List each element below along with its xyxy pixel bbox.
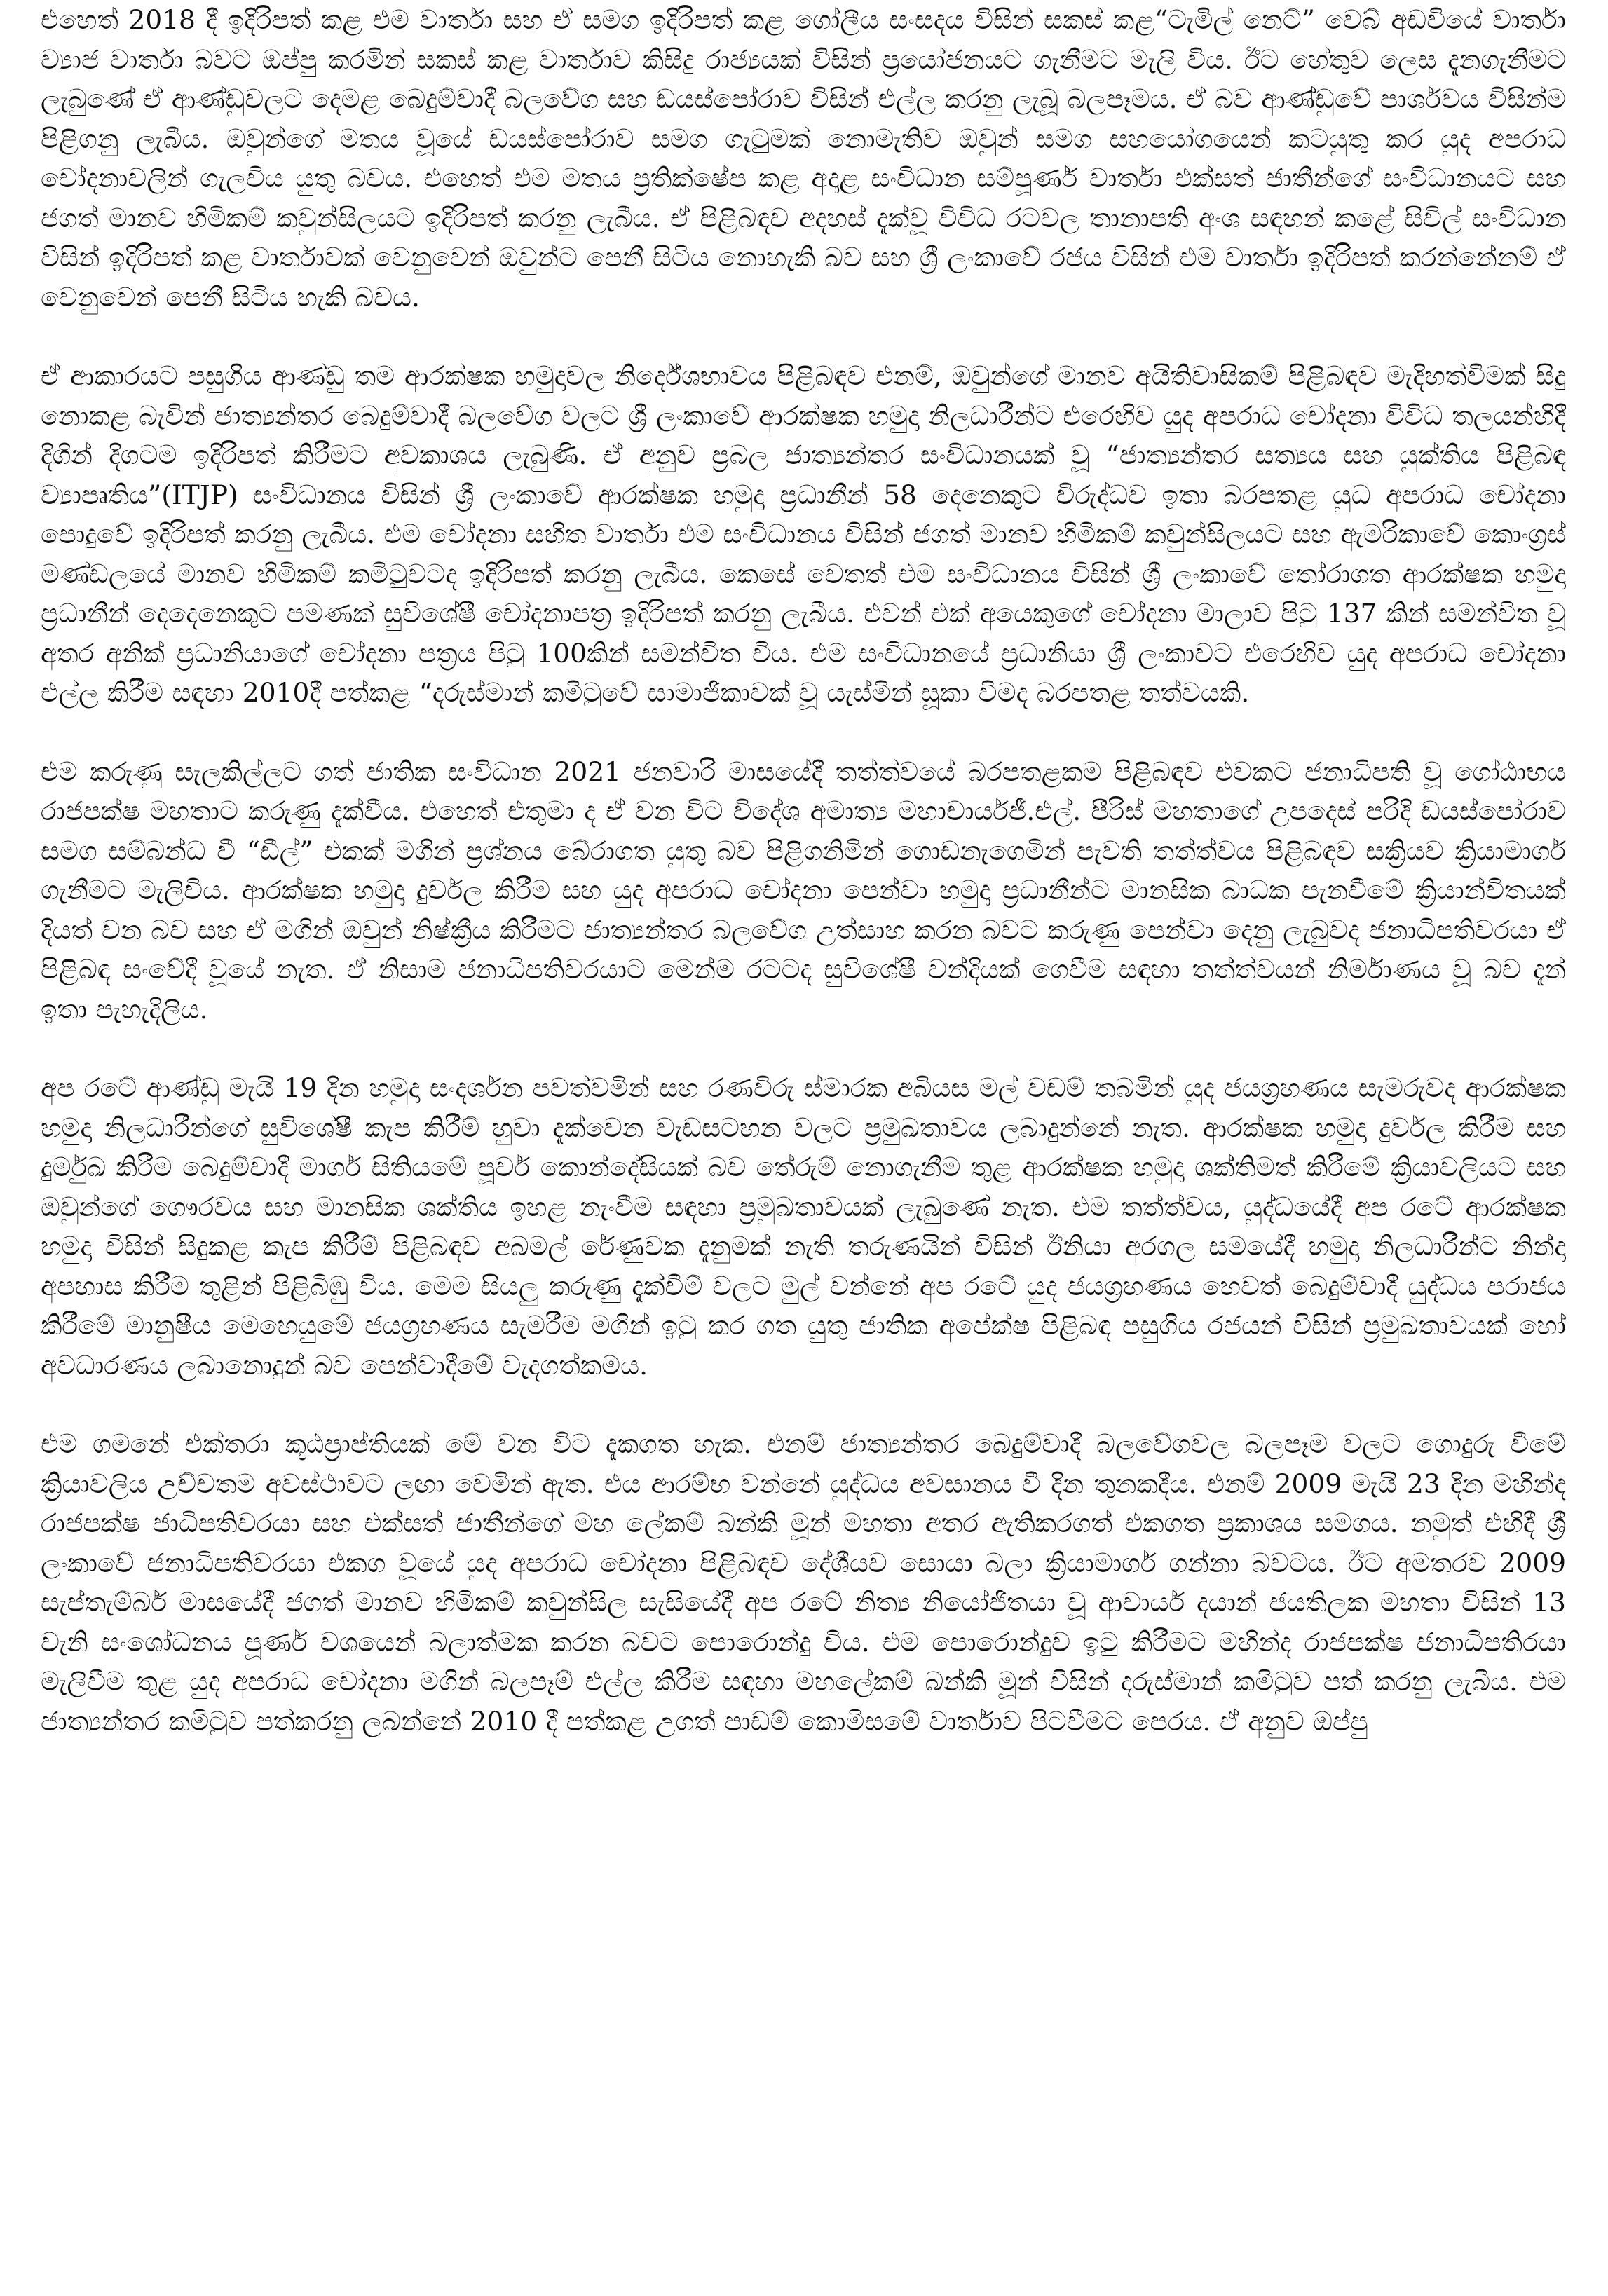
document-page bbox=[41, 0, 1566, 2296]
paragraph-3: එම කරුණු සැලකිල්ලට ගත් ජාතික සංවිධාන 2021 ජනවාරි මාසයේදී තත්ත්වයේ බරපතළකම පිළිබඳව එවකට ජනාධිපති වූ ගෝඨාභය රාජපක්ෂ මහතාට කරුණු දැක්වීය. එහෙත් එතුමා ද ඒ වන විට විදේශ අමාත්‍ය මහාචාර්යජී.එල්. පීරිස් මහතාගේ උපදෙස් පරිදි ඩයස්පෝරාව සමග සම්බන්ධ වී “ඩීල්” එකක් මගින් ප්‍රශ්නය බේරාගත යුතු බව පිළිගනිමින් ගොඩනැගෙමින් පැවති තත්ත්වය පිළිබඳව සක්‍රියව ක්‍රියාමාර්ග ගැනීමට මැලිවිය. ආරක්ෂක හමුදා දුර්වල කිරීම සහ යුද අපරාධ චෝදනා පෙන්වා හමුදා ප්‍රධානීන්ට මානසික බාධක පැනවීමේ ක්‍රියාන්විතයක් දියත් වන බව සහ ඒ මගින් ඔවුන් නිෂ්ක්‍රීය කිරීමට ජාත්‍යන්තර බලවේග උත්සාහ කරන බවට කරුණු පෙන්වා දෙනු ලැබුවද ජනාධිපතිවරයා ඒ පිළිබඳ සංවේදී වූයේ නැත. ඒ නිසාම ජනාධිපතිවරයාට මෙන්ම රටටද සුවිශේෂී වන්දියක් ගෙවීම සඳහා තත්ත්වයන් නිර්මාණය වූ බව දැන් ඉතා පැහැදිලිය. bbox=[41, 756, 1566, 1025]
paragraph-4: අප රටේ ආණ්ඩු මැයි 19 දින හමුදා සංදර්ශන පවත්වමින් සහ රණවිරු ස්මාරක අබියස මල් වඩම් තබමින් යුද ජයග්‍රහණය සැමරුවද ආරක්ෂක හමුදා නිලධාරීන්ගේ සුවිශේෂී කැප කිරීම් හුවා දැක්වෙන වැඩසටහන වලට ප්‍රමුඛතාවය ලබාදුන්නේ නැත. ආරක්ෂක හමුදා දුර්වල කිරීම සහ දුර්මුඛ කිරීම බෙදුම්වාදී මාර්ග සිතියමේ පූර්ව කොන්දේසියක් බව තේරුම් නොගැනීම තුළ ආරක්ෂක හමුදා ශක්තිමත් කිරීමේ ක්‍රියාවලියට සහ ඔවුන්ගේ ගෞරවය සහ මානසික ශක්තිය ඉහළ නැංවීම සඳහා ප්‍රමුඛතාවයක් ලැබුණේ නැත. එම තත්ත්වය, යුද්ධයේදී අප රටේ ආරක්ෂක හමුදා විසින් සිදුකළ කැප කිරීම් පිළිබඳව අබමල් රේණුවක දැනුමක් නැති තරුණයින් විසින් ඊනියා අරගල සමයේදී හමුදා නිලධාරීන්ට නින්දා අපහාස කිරීම තුළින් පිළිබිඹු විය. මෙම සියලු කරුණු දැක්වීම් වලට මුල් වන්නේ අප රටේ යුද ජයග්‍රහණය හෙවත් බෙදුම්වාදී යුද්ධය පරාජය කිරීමේ මානුෂීය මෙහෙයුමේ ජයග්‍රහණය සැමරීම මගින් ඉටු කර ගත යුතු ජාතික අපේක්ෂ පිළිබඳ පසුගිය රජයන් විසින් ප්‍රමුඛතාවයක් හෝ අවධාරණය ලබානොදුන් බව පෙන්වාදීමේ වැදගත්කමය. bbox=[41, 1072, 1566, 1381]
paragraph-1: එහෙත් 2018 දී ඉදිරිපත් කළ එම වාර්තා සහ ඒ සමග ඉදිරිපත් කළ ගෝලීය සංසදය විසින් සකස් කළ“ටැමිල් නෙට්” වෙබ් අඩවියේ වාර්තා ව්‍යාජ වාර්තා බවට ඔප්පු කරමින් සකස් කළ වාර්තාව කිසිදු රාජ්‍යයක් විසින් ප්‍රයෝජනයට ගැනීමට මැලි විය. ඊට හේතුව ලෙස දැනගැනීමට ලැබුණේ ඒ ආණ්ඩුවලට දෙමළ බෙදුම්වාදී බලවේග සහ ඩයස්පෝරාව විසින් එල්ල කරනු ලැබූ බලපෑමය. ඒ බව ආණ්ඩුවේ පාර්ශවය විසින්ම පිළිගනු ලැබීය. ඔවුන්ගේ මතය වූයේ ඩයස්පෝරාව සමග ගැටුමක් නොමැතිව ඔවුන් සමග සහයෝගයෙන් කටයුතු කර යුද අපරාධ චෝදනාවලින් ගැලවිය යුතු බවය. එහෙත් එම මතය ප්‍රතික්ෂේප කළ අදාළ සංවිධාන සම්පූර්ණ වාර්තා එක්සත් ජාතීන්ගේ සංවිධානයට සහ ජගත් මානව හිමිකම් කවුන්සිලයට ඉදිරිපත් කරනු ලැබීය. ඒ පිළිබඳව අදහස් දැක්වූ විවිධ රටවල තානාපති අංශ සඳහන් කළේ සිවිල් සංවිධාන විසින් ඉදිරිපත් කළ වාර්තාවක් වෙනුවෙන් ඔවුන්ට පෙනී සිටිය නොහැකි බව සහ ශ්‍රී ලංකාවේ රජය විසින් එම වාර්තා ඉදිරිපත් කරන්නේනම් ඒ වෙනුවෙන් පෙනී සිටිය හැකි බවය. bbox=[41, 4, 1566, 313]
paragraph-5: එම ගමනේ එක්තරා කූඨප්‍රාප්තියක් මේ වන විට දැකගත හැක. එනම් ජාත්‍යන්තර බෙදුම්වාදී බලවේගවල බලපෑම වලට ගොදුරු වීමේ ක්‍රියාවලිය උච්චතම අවස්ථාවට ලඟා වෙමින් ඇත. එය ආරම්භ වන්නේ යුද්ධය අවසානය වී දින තුනකදීය. එනම් 2009 මැයි 23 දින මහින්ද රාජපක්ෂ ජාධිපතිවරයා සහ එක්සත් ජාතීන්ගේ මහ ලේකම් බන්කි මූන් මහතා අතර ඇතිකරගත් එකගත ප්‍රකාශය සමගය. නමුත් එහිදී ශ්‍රී ලංකාවේ ජනාධිපතිවරයා එකග වූයේ යුද අපරාධ චෝදනා පිළිබඳව දේශීයව සොයා බලා ක්‍රියාමාර්ග ගන්නා බවටය. ඊට අමතරව 2009 සැප්තැම්බර් මාසයේදී ජගත් මානව හිමිකම් කවුන්සිල සැසියේදී අප රටේ නිත්‍ය නියෝජිතයා වූ ආචාර්ය දයාන් ජයතිලක මහතා විසින් 13 වැනි සංශෝධනය පූර්ණ වශයෙන් බලාත්මක කරන බවට පොරොන්දු විය. එම පොරොන්දුව ඉටු කිරීමට මහින්ද රාජපක්ෂ ජනාධිපතිරයා මැලිවීම තුළ යුද අපරාධ චෝදනා මගින් බලපෑම් එල්ල කිරීම සඳහා මහලේකම් බන්කි මූන් විසින් දරුස්මාන් කමිටුව පත් කරනු ලැබීය. එම ජාත්‍යන්තර කමිටුව පත්කරනු ලබන්නේ 2010 දී පත්කළ උගත් පාඩම් කොමිසමේ වාර්තාව පිටවීමට පෙරය. ඒ අනුව ඔප්පු bbox=[41, 1428, 1566, 1737]
paragraph-2: ඒ ආකාරයට පසුගිය ආණ්ඩු තම ආරක්ෂක හමුදාවල නිර්දේශභාවය පිළිබඳව එනම්, ඔවුන්ගේ මානව අයිතිවාසිකම් පිළිබඳව මැදිහත්වීමක් සිදු නොකළ බැවින් ජාත්‍යන්තර බෙදුම්වාදී බලවේග වලට ශ්‍රී ලංකාවේ ආරක්ෂක හමුදා නිලධාරීන්ට එරෙහිව යුද අපරාධ චෝදනා විවිධ තලයන්හිදී දිගින් දිගටම ඉදිරිපත් කිරීමට අවකාශය ලැබුණි. ඒ අනුව ප්‍රබල ජාත්‍යන්තර සංවිධානයක් වූ “ජාත්‍යන්තර සත්‍යය සහ යුක්තිය පිළිබඳ ව්‍යාපෘතිය”(ITJP) සංවිධානය විසින් ශ්‍රී ලංකාවේ ආරක්ෂක හමුදා ප්‍රධානීන් 58 දෙනෙකුට විරුද්ධව ඉතා බරපතළ යුධ අපරාධ චෝදනා පොදුවේ ඉදිරිපත් කරනු ලැබීය. එම චෝදනා සහිත වාර්තා එම සංවිධානය විසින් ජගත් මානව හිමිකම් කවුන්සිලයට සහ ඇමරිකාවේ කොංග්‍රස් මණ්ඩලයේ මානව හිමිකම් කමිටුවටද ඉදිරිපත් කරනු ලැබීය. කෙසේ වෙතත් එම සංවිධානය විසින් ශ්‍රී ලංකාවේ තෝරාගත ආරක්ෂක හමුදා ප්‍රධානීන් දෙදෙනෙකුට පමණක් සුවිශේෂී චෝදනාපත්‍ර ඉදිරිපත් කරනු ලැබීය. එවන් එක් අයෙකුගේ චෝදනා මාලාව පිටු 137 කින් සමන්විත වූ අතර අනික් ප්‍රධානියාගේ චෝදනා පත්‍රය පිටු 100කින් සමන්විත විය. එම සංවිධානයේ ප්‍රධානියා ශ්‍රී ලංකාවට එරෙහිව යුද අපරාධ චෝදනා එල්ල කිරීම සඳහා 2010දී පත්කළ “දරුස්මාන් කමිටුවේ සාමාජිකාවක් වූ යැස්මින් සූකා විමද බරපතළ තත්වයකි. bbox=[41, 360, 1566, 708]
